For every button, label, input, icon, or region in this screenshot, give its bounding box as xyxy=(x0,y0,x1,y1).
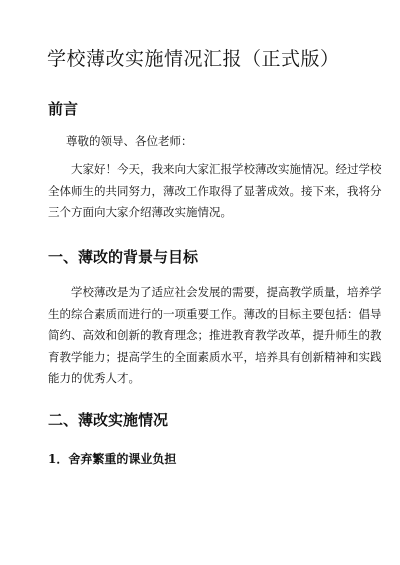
section1-line: 简约、高效和创新的教育理念；推进教育教学改革，提升师生的教 xyxy=(48,328,382,342)
section1-paragraph xyxy=(48,282,382,390)
intro-line: 三个方面向大家介绍薄改实施情况。 xyxy=(48,205,232,219)
greeting-line: 尊敬的领导、各位老师： xyxy=(66,134,193,148)
section1-line: 育教学能力；提高学生的全面素质水平，培养具有创新精神和实践 xyxy=(48,349,382,364)
subsection1-heading: 1．舍弃繁重的课业负担 xyxy=(48,452,177,466)
section2-heading: 二、薄改实施情况 xyxy=(48,411,169,429)
intro-line: 大家好！今天，我来向大家汇报学校薄改实施情况。经过学校 xyxy=(48,162,382,176)
section1-line: 能力的优秀人才。 xyxy=(48,371,140,385)
preface-heading: 前言 xyxy=(48,100,79,118)
section1-line: 生的综合素质而进行的一项重要工作。薄改的目标主要包括：倡导 xyxy=(48,306,382,321)
intro-line: 全体师生的共同努力，薄改工作取得了显著成效。接下来，我将分 xyxy=(48,183,382,198)
document-title: 学校薄改实施情况汇报（正式版） xyxy=(47,48,340,70)
section1-heading: 一、薄改的背景与目标 xyxy=(48,248,199,266)
section1-line: 学校薄改是为了适应社会发展的需要，提高教学质量，培养学 xyxy=(48,285,382,299)
intro-paragraph xyxy=(48,159,382,224)
